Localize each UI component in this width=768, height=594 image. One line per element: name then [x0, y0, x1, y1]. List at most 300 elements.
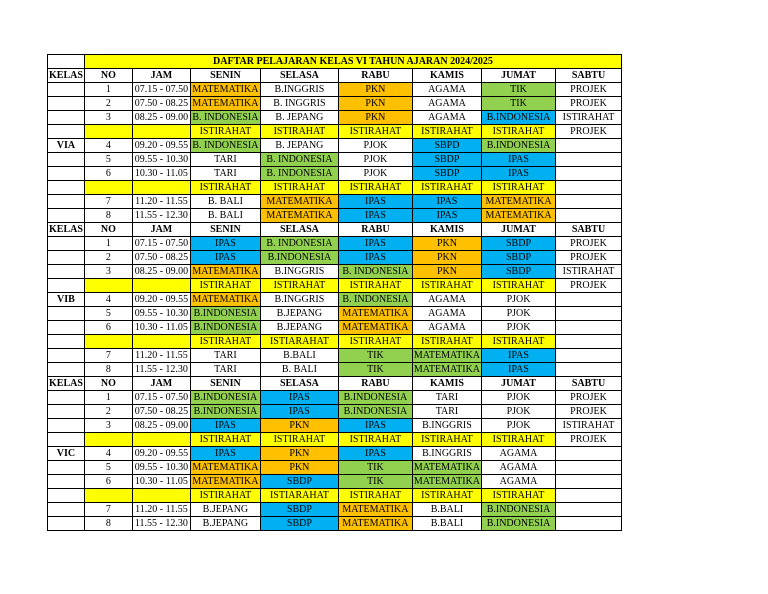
table-row — [48, 517, 622, 531]
subject-cell: ISTIRAHAT — [482, 125, 556, 139]
subject-cell: PJOK — [482, 391, 556, 405]
subject-cell: B.INDONESIA — [190, 405, 260, 419]
class-label-cell — [48, 503, 85, 517]
column-header-kelas: KELAS — [49, 223, 83, 235]
subject-cell: IPAS — [482, 167, 556, 181]
subject-cell: B. INDONESIA — [338, 293, 412, 307]
period-number: 6 — [84, 321, 132, 335]
period-time — [132, 489, 190, 503]
period-number — [84, 181, 132, 195]
subject-cell: IPAS — [338, 251, 412, 265]
subject-cell: B. INDONESIA — [260, 237, 338, 251]
period-number: 4 — [84, 293, 132, 307]
column-header-selasa: SELASA — [260, 377, 338, 391]
subject-cell: B.JEPANG — [260, 321, 338, 335]
period-number: 4 — [84, 139, 132, 153]
subject-cell: MATEMATIKA — [338, 503, 412, 517]
subject-cell: ISTIRAHAT — [190, 489, 260, 503]
column-header-no: NO — [84, 223, 132, 237]
subject-cell: B.INDONESIA — [190, 391, 260, 405]
subject-cell: ISTIRAHAT — [338, 433, 412, 447]
subject-cell: PKN — [338, 83, 412, 97]
period-time: 08.25 - 09.00 — [132, 419, 190, 433]
period-number: 5 — [84, 153, 132, 167]
period-number: 3 — [84, 265, 132, 279]
table-row — [48, 293, 622, 307]
subject-cell: AGAMA — [482, 475, 556, 489]
subject-cell: B. INGGRIS — [260, 97, 338, 111]
class-label-cell — [48, 153, 85, 167]
subject-cell: PKN — [338, 97, 412, 111]
subject-cell: PJOK — [482, 405, 556, 419]
subject-cell: TIK — [338, 349, 412, 363]
subject-cell: MATEMATIKA — [192, 97, 259, 109]
column-header-no: NO — [84, 377, 132, 391]
column-header-no: NO — [84, 69, 132, 83]
subject-cell: PROJEK — [556, 391, 622, 405]
subject-cell: IPAS — [190, 237, 260, 251]
class-label-cell — [48, 167, 85, 181]
subject-cell: ISTIRAHAT — [412, 181, 481, 195]
column-header-row — [48, 69, 622, 83]
subject-cell: MATEMATIKA — [482, 195, 556, 209]
subject-cell: B.INDONESIA — [482, 139, 556, 153]
subject-cell: MATEMATIKA — [260, 195, 338, 209]
class-label-cell — [48, 489, 85, 503]
subject-cell: ISTIRAHAT — [260, 125, 338, 139]
subject-cell: MATEMATIKA — [413, 349, 481, 361]
period-time: 07.50 - 08.25 — [132, 405, 190, 419]
subject-cell: PROJEK — [556, 97, 622, 111]
subject-cell: MATEMATIKA — [413, 461, 481, 473]
class-label-cell — [48, 321, 85, 335]
table-row — [48, 363, 622, 377]
period-time: 11.55 - 12.30 — [132, 209, 190, 223]
table-row — [48, 335, 622, 349]
column-header-sabtu: SABTU — [556, 377, 622, 391]
period-number: 1 — [84, 391, 132, 405]
period-number: 8 — [84, 209, 132, 223]
column-header-jam: JAM — [132, 69, 190, 83]
subject-cell: TIK — [338, 475, 412, 489]
subject-cell: B. INDONESIA — [338, 265, 412, 279]
column-header-senin: SENIN — [190, 377, 260, 391]
subject-cell — [556, 489, 622, 503]
class-label-cell — [48, 237, 85, 251]
class-label-cell — [48, 181, 85, 195]
column-header-selasa: SELASA — [260, 69, 338, 83]
subject-cell: ISTIARAHAT — [260, 489, 338, 503]
class-label-cell — [48, 111, 85, 125]
subject-cell: PROJEK — [556, 433, 622, 447]
period-time: 11.20 - 11.55 — [132, 195, 190, 209]
table-row — [48, 307, 622, 321]
table-row — [48, 153, 622, 167]
subject-cell: IPAS — [338, 419, 412, 433]
subject-cell — [556, 307, 622, 321]
subject-cell: AGAMA — [412, 321, 481, 335]
subject-cell: SBDP — [482, 265, 556, 279]
subject-cell: TARI — [190, 363, 260, 377]
subject-cell — [556, 293, 622, 307]
subject-cell: PKN — [412, 237, 481, 251]
subject-cell: MATEMATIKA — [338, 321, 412, 335]
subject-cell: IPAS — [412, 209, 481, 223]
class-label-cell — [48, 125, 85, 139]
subject-cell: IPAS — [412, 195, 481, 209]
period-number: 3 — [84, 111, 132, 125]
table-row — [48, 349, 622, 363]
subject-cell: ISTIRAHAT — [482, 181, 556, 195]
subject-cell: MATEMATIKA — [192, 461, 259, 473]
period-number: 7 — [84, 503, 132, 517]
subject-cell: MATEMATIKA — [482, 209, 556, 223]
column-header-rabu: RABU — [338, 377, 412, 391]
subject-cell: B.JEPANG — [190, 503, 260, 517]
schedule-table — [47, 54, 622, 531]
subject-cell — [556, 447, 622, 461]
period-time: 09.20 - 09.55 — [132, 139, 190, 153]
subject-cell: B.INGGRIS — [412, 447, 481, 461]
subject-cell: B. BALI — [260, 363, 338, 377]
period-time — [132, 279, 190, 293]
subject-cell — [556, 153, 622, 167]
table-row — [48, 139, 622, 153]
subject-cell: B.INGGRIS — [260, 293, 338, 307]
subject-cell: B. JEPANG — [260, 111, 338, 125]
class-label-cell — [48, 97, 85, 111]
subject-cell — [556, 181, 622, 195]
subject-cell — [556, 363, 622, 377]
subject-cell: SBDP — [260, 475, 338, 489]
subject-cell: AGAMA — [412, 97, 481, 111]
column-header-jumat: JUMAT — [482, 69, 556, 83]
subject-cell: ISTIRAHAT — [482, 279, 556, 293]
subject-cell: IPAS — [190, 419, 260, 433]
table-row — [48, 503, 622, 517]
subject-cell: PROJEK — [556, 83, 622, 97]
period-number — [84, 125, 132, 139]
subject-cell: PKN — [412, 251, 481, 265]
subject-cell: IPAS — [190, 251, 260, 265]
subject-cell: ISTIRAHAT — [338, 279, 412, 293]
class-label-cell — [48, 517, 85, 531]
subject-cell: ISTIRAHAT — [556, 265, 622, 279]
subject-cell: MATEMATIKA — [192, 265, 259, 277]
subject-cell: ISTIRAHAT — [260, 433, 338, 447]
period-number: 1 — [84, 83, 132, 97]
subject-cell: AGAMA — [482, 461, 556, 475]
class-label-cell — [48, 195, 85, 209]
column-header-kelas: KELAS — [49, 69, 83, 81]
class-label-cell — [48, 307, 85, 321]
subject-cell: IPAS — [482, 153, 556, 167]
subject-cell: TARI — [412, 405, 481, 419]
class-label-cell — [48, 405, 85, 419]
table-row — [48, 489, 622, 503]
column-header-jam: JAM — [132, 223, 190, 237]
subject-cell — [556, 503, 622, 517]
subject-cell: AGAMA — [412, 293, 481, 307]
subject-cell: ISTIRAHAT — [556, 111, 622, 125]
subject-cell: ISTIARAHAT — [260, 335, 338, 349]
subject-cell: B. INDONESIA — [260, 167, 338, 181]
subject-cell: SBDP — [412, 167, 481, 181]
period-time: 09.55 - 10.30 — [132, 307, 190, 321]
subject-cell — [556, 321, 622, 335]
subject-cell: B. INDONESIA — [192, 111, 259, 123]
subject-cell: ISTIRAHAT — [190, 279, 260, 293]
table-row — [48, 125, 622, 139]
subject-cell: IPAS — [190, 447, 260, 461]
subject-cell: ISTIRAHAT — [338, 125, 412, 139]
subject-cell: B.JEPANG — [260, 307, 338, 321]
subject-cell: AGAMA — [412, 111, 481, 125]
period-time: 08.25 - 09.00 — [132, 265, 190, 279]
period-number: 5 — [84, 307, 132, 321]
subject-cell: PJOK — [482, 321, 556, 335]
subject-cell: B.BALI — [412, 517, 481, 531]
class-label-cell — [48, 335, 85, 349]
table-row — [48, 419, 622, 433]
column-header-row — [48, 223, 622, 237]
subject-cell: TIK — [482, 97, 556, 111]
subject-cell: B.INDONESIA — [260, 251, 338, 265]
table-row — [48, 111, 622, 125]
subject-cell: PKN — [412, 265, 481, 279]
subject-cell: B.INDONESIA — [190, 307, 260, 321]
subject-cell: ISTIRAHAT — [190, 125, 260, 139]
subject-cell: SBDP — [412, 153, 481, 167]
period-number: 5 — [84, 461, 132, 475]
period-time: 09.20 - 09.55 — [132, 293, 190, 307]
subject-cell: PROJEK — [556, 279, 622, 293]
subject-cell: PKN — [260, 461, 338, 475]
subject-cell: MATEMATIKA — [192, 293, 259, 305]
table-row — [48, 209, 622, 223]
subject-cell: PKN — [338, 111, 412, 125]
period-time: 11.55 - 12.30 — [132, 363, 190, 377]
column-header-kelas: KELAS — [49, 377, 83, 389]
column-header-kamis: KAMIS — [412, 69, 481, 83]
table-row — [48, 279, 622, 293]
class-label-cell — [48, 363, 85, 377]
column-header-rabu: RABU — [338, 223, 412, 237]
subject-cell — [556, 139, 622, 153]
subject-cell: PROJEK — [556, 405, 622, 419]
period-time: 11.20 - 11.55 — [132, 503, 190, 517]
subject-cell: B. BALI — [190, 209, 260, 223]
subject-cell: IPAS — [338, 195, 412, 209]
period-time: 07.50 - 08.25 — [132, 251, 190, 265]
subject-cell: SBDP — [260, 517, 338, 531]
column-header-senin: SENIN — [190, 69, 260, 83]
subject-cell: MATEMATIKA — [338, 517, 412, 531]
subject-cell: B. INDONESIA — [260, 153, 338, 167]
subject-cell: B.INDONESIA — [482, 111, 556, 125]
period-time: 09.55 - 10.30 — [132, 153, 190, 167]
subject-cell: PKN — [260, 447, 338, 461]
column-header-sabtu: SABTU — [556, 69, 622, 83]
class-label-cell — [48, 349, 85, 363]
subject-cell: B.INGGRIS — [260, 265, 338, 279]
period-number: 4 — [84, 447, 132, 461]
table-row — [48, 321, 622, 335]
subject-cell: MATEMATIKA — [260, 209, 338, 223]
period-time: 10.30 - 11.05 — [132, 321, 190, 335]
table-row — [48, 237, 622, 251]
subject-cell: PJOK — [338, 139, 412, 153]
table-row — [48, 167, 622, 181]
subject-cell: ISTIRAHAT — [412, 433, 481, 447]
table-row — [48, 251, 622, 265]
subject-cell: B.BALI — [412, 503, 481, 517]
class-label-cell — [48, 461, 85, 475]
subject-cell: ISTIRAHAT — [412, 489, 481, 503]
class-label-cell — [48, 279, 85, 293]
class-label-cell — [48, 391, 85, 405]
class-label: VIC — [48, 447, 85, 461]
table-row — [48, 181, 622, 195]
subject-cell — [556, 349, 622, 363]
period-number: 1 — [84, 237, 132, 251]
subject-cell: ISTIRAHAT — [482, 335, 556, 349]
subject-cell: MATEMATIKA — [413, 363, 481, 375]
period-number — [84, 489, 132, 503]
subject-cell: B.INGGRIS — [412, 419, 481, 433]
column-header-jumat: JUMAT — [482, 377, 556, 391]
period-number: 3 — [84, 419, 132, 433]
class-label-cell — [48, 209, 85, 223]
column-header-rabu: RABU — [338, 69, 412, 83]
class-label-cell — [48, 475, 85, 489]
subject-cell: PKN — [260, 419, 338, 433]
column-header-senin: SENIN — [190, 223, 260, 237]
subject-cell: SBDP — [482, 251, 556, 265]
column-header-kamis: KAMIS — [412, 377, 481, 391]
subject-cell: IPAS — [260, 391, 338, 405]
subject-cell: PJOK — [482, 293, 556, 307]
subject-cell: IPAS — [338, 209, 412, 223]
subject-cell: TARI — [190, 167, 260, 181]
period-time: 09.20 - 09.55 — [132, 447, 190, 461]
subject-cell: ISTIRAHAT — [412, 279, 481, 293]
subject-cell: TARI — [412, 391, 481, 405]
table-row — [48, 433, 622, 447]
title-row — [48, 55, 622, 69]
subject-cell: ISTIRAHAT — [190, 181, 260, 195]
class-label-cell — [48, 419, 85, 433]
page-title: DAFTAR PELAJARAN KELAS VI TAHUN AJARAN 2024/2025 — [84, 55, 621, 69]
column-header-jumat: JUMAT — [482, 223, 556, 237]
subject-cell: B. INDONESIA — [192, 139, 259, 151]
table-row — [48, 83, 622, 97]
subject-cell: MATEMATIKA — [413, 475, 481, 487]
period-number: 6 — [84, 167, 132, 181]
subject-cell: B.INGGRIS — [260, 83, 338, 97]
subject-cell: MATEMATIKA — [192, 83, 259, 95]
class-label: VIB — [48, 293, 85, 307]
table-row — [48, 265, 622, 279]
subject-cell: IPAS — [482, 363, 556, 377]
period-time: 07.15 - 07.50 — [132, 83, 190, 97]
subject-cell: B.JEPANG — [190, 517, 260, 531]
subject-cell: B. JEPANG — [260, 139, 338, 153]
subject-cell: AGAMA — [482, 447, 556, 461]
subject-cell: PJOK — [482, 307, 556, 321]
subject-cell: TIK — [482, 83, 556, 97]
subject-cell: B.INDONESIA — [190, 321, 260, 335]
subject-cell: IPAS — [338, 237, 412, 251]
period-time: 10.30 - 11.05 — [132, 475, 190, 489]
period-time: 10.30 - 11.05 — [132, 167, 190, 181]
subject-cell: B.BALI — [260, 349, 338, 363]
period-number — [84, 433, 132, 447]
table-row — [48, 195, 622, 209]
class-label-cell — [48, 433, 85, 447]
subject-cell: PJOK — [482, 419, 556, 433]
period-time — [132, 181, 190, 195]
column-header-kamis: KAMIS — [412, 223, 481, 237]
subject-cell: B.INDONESIA — [482, 503, 556, 517]
subject-cell: ISTIRAHAT — [338, 335, 412, 349]
table-row — [48, 461, 622, 475]
subject-cell: PJOK — [338, 167, 412, 181]
period-time — [132, 433, 190, 447]
column-header-selasa: SELASA — [260, 223, 338, 237]
table-row — [48, 405, 622, 419]
subject-cell — [556, 209, 622, 223]
subject-cell: ISTIRAHAT — [412, 125, 481, 139]
period-time: 07.15 - 07.50 — [132, 237, 190, 251]
subject-cell: ISTIRAHAT — [338, 489, 412, 503]
table-row — [48, 97, 622, 111]
table-row — [48, 475, 622, 489]
column-header-jam: JAM — [132, 377, 190, 391]
column-header-row — [48, 377, 622, 391]
subject-cell: AGAMA — [412, 307, 481, 321]
subject-cell: ISTIRAHAT — [190, 433, 260, 447]
subject-cell: PROJEK — [556, 251, 622, 265]
subject-cell — [556, 335, 622, 349]
period-time: 11.55 - 12.30 — [132, 517, 190, 531]
period-time: 11.20 - 11.55 — [132, 349, 190, 363]
subject-cell: ISTIRAHAT — [260, 279, 338, 293]
subject-cell: SBDP — [482, 237, 556, 251]
subject-cell: ISTIRAHAT — [482, 489, 556, 503]
subject-cell — [556, 167, 622, 181]
class-label-cell — [48, 83, 85, 97]
subject-cell: TARI — [190, 349, 260, 363]
period-time — [132, 335, 190, 349]
subject-cell: TIK — [338, 461, 412, 475]
period-number — [84, 279, 132, 293]
subject-cell: ISTIRAHAT — [412, 335, 481, 349]
class-label: VIA — [48, 139, 85, 153]
period-number: 2 — [84, 405, 132, 419]
subject-cell: ISTIRAHAT — [482, 433, 556, 447]
subject-cell: IPAS — [338, 447, 412, 461]
subject-cell: PROJEK — [556, 237, 622, 251]
table-row — [48, 391, 622, 405]
subject-cell: IPAS — [482, 349, 556, 363]
subject-cell: IPAS — [260, 405, 338, 419]
subject-cell: ISTIRAHAT — [190, 335, 260, 349]
column-header-sabtu: SABTU — [556, 223, 622, 237]
subject-cell: ISTIRAHAT — [260, 181, 338, 195]
subject-cell: TARI — [190, 153, 260, 167]
subject-cell: AGAMA — [412, 83, 481, 97]
